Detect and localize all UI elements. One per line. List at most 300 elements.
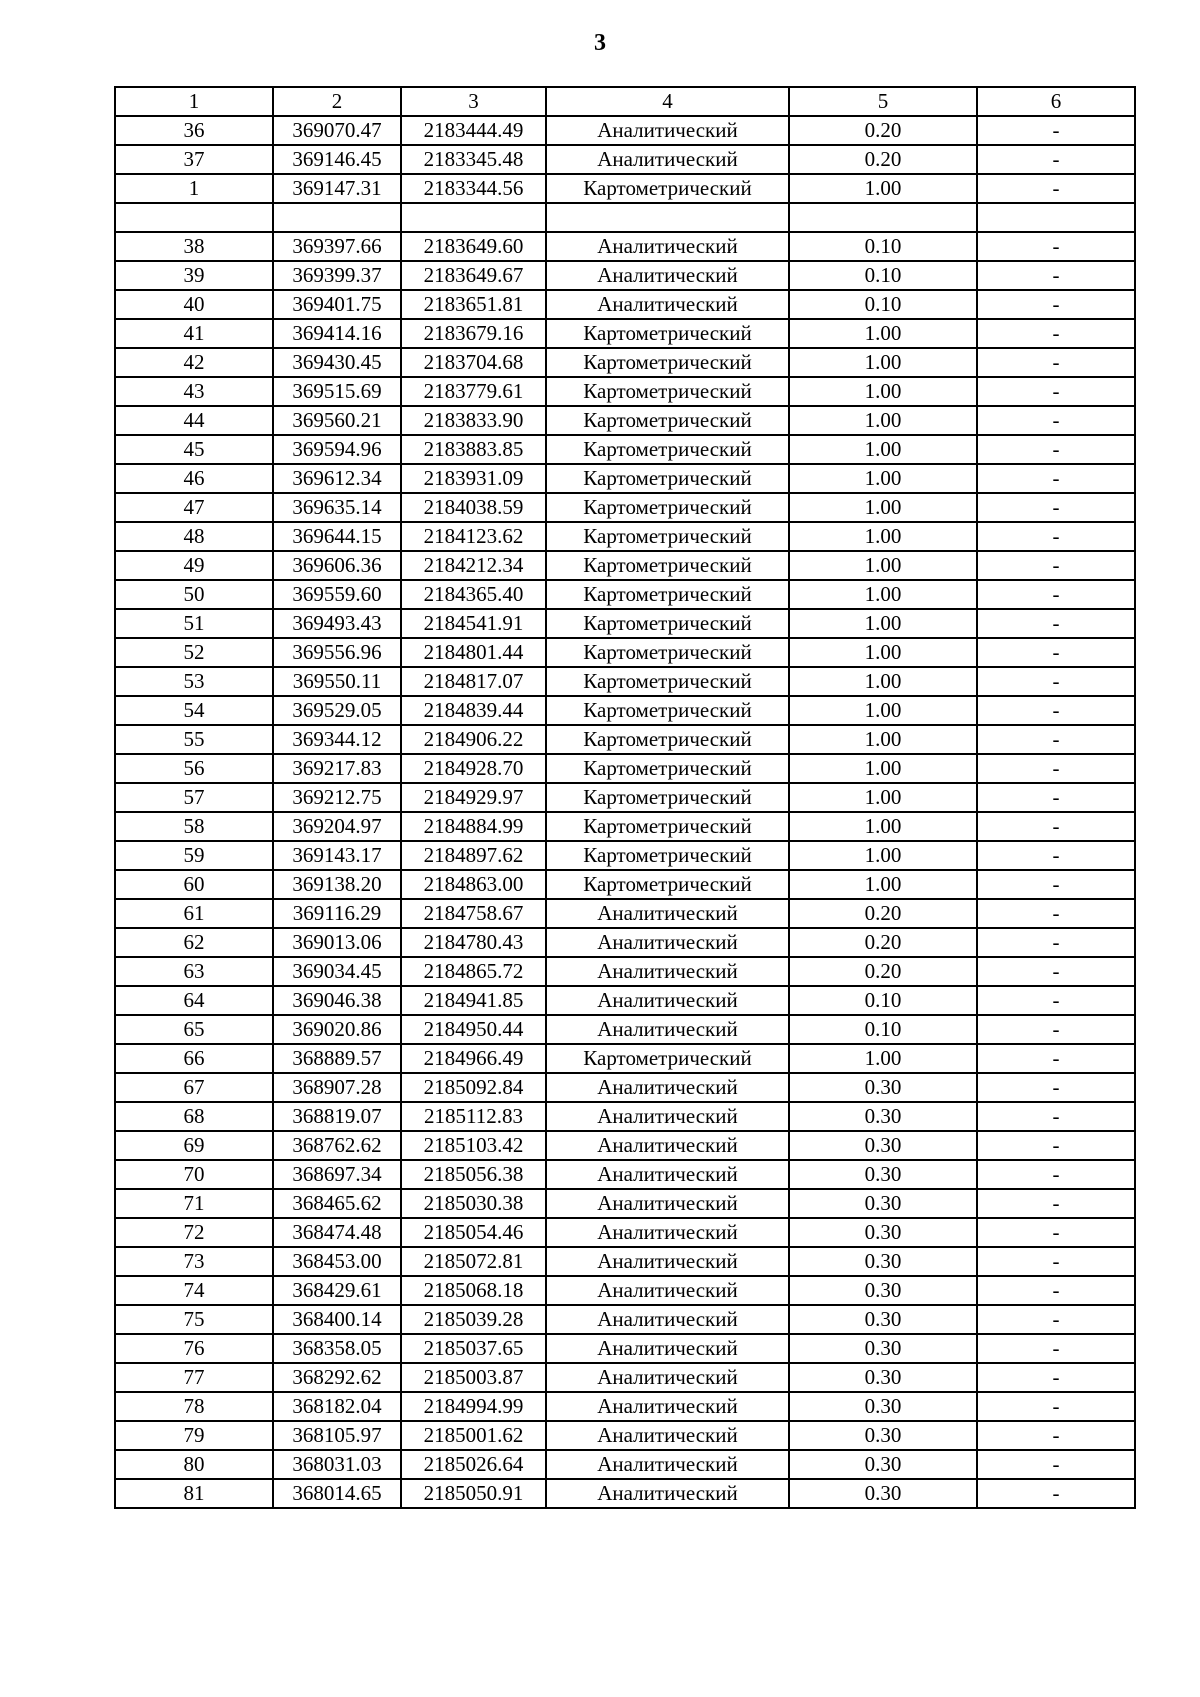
- note-cell: -: [977, 116, 1135, 145]
- x-coordinate-cell: 369493.43: [273, 609, 401, 638]
- note-cell: -: [977, 696, 1135, 725]
- note-cell: -: [977, 493, 1135, 522]
- accuracy-cell: 0.10: [789, 1015, 977, 1044]
- x-coordinate-cell: 369556.96: [273, 638, 401, 667]
- accuracy-cell: 1.00: [789, 174, 977, 203]
- method-cell: Аналитический: [546, 232, 789, 261]
- note-cell: -: [977, 1305, 1135, 1334]
- accuracy-cell: 1.00: [789, 406, 977, 435]
- accuracy-cell: 0.30: [789, 1073, 977, 1102]
- accuracy-cell: 1.00: [789, 812, 977, 841]
- y-coordinate-cell: 2183344.56: [401, 174, 546, 203]
- accuracy-cell: 0.30: [789, 1218, 977, 1247]
- table-row: [115, 1044, 1135, 1073]
- accuracy-cell: 0.30: [789, 1131, 977, 1160]
- x-coordinate-cell: 368105.97: [273, 1421, 401, 1450]
- header-cell: 2: [273, 87, 401, 116]
- point-number-cell: [115, 203, 273, 232]
- accuracy-cell: 0.30: [789, 1363, 977, 1392]
- point-number-cell: 70: [115, 1160, 273, 1189]
- x-coordinate-cell: 369559.60: [273, 580, 401, 609]
- table-row: [115, 1392, 1135, 1421]
- accuracy-cell: 1.00: [789, 638, 977, 667]
- x-coordinate-cell: 368031.03: [273, 1450, 401, 1479]
- method-cell: Аналитический: [546, 1160, 789, 1189]
- point-number-cell: 73: [115, 1247, 273, 1276]
- y-coordinate-cell: 2184950.44: [401, 1015, 546, 1044]
- table-row: [115, 580, 1135, 609]
- header-cell: 3: [401, 87, 546, 116]
- accuracy-cell: 0.20: [789, 928, 977, 957]
- table-row: [115, 1218, 1135, 1247]
- y-coordinate-cell: 2185103.42: [401, 1131, 546, 1160]
- table-row: [115, 406, 1135, 435]
- method-cell: Аналитический: [546, 261, 789, 290]
- table-row: [115, 1189, 1135, 1218]
- table-row: [115, 1450, 1135, 1479]
- method-cell: Картометрический: [546, 667, 789, 696]
- accuracy-cell: 0.30: [789, 1276, 977, 1305]
- table-body: [115, 87, 1135, 1508]
- method-cell: Картометрический: [546, 348, 789, 377]
- table-row: [115, 203, 1135, 232]
- note-cell: -: [977, 464, 1135, 493]
- method-cell: Аналитический: [546, 290, 789, 319]
- x-coordinate-cell: 368697.34: [273, 1160, 401, 1189]
- note-cell: -: [977, 145, 1135, 174]
- point-number-cell: 56: [115, 754, 273, 783]
- y-coordinate-cell: 2184863.00: [401, 870, 546, 899]
- y-coordinate-cell: 2185092.84: [401, 1073, 546, 1102]
- note-cell: -: [977, 638, 1135, 667]
- note-cell: -: [977, 957, 1135, 986]
- method-cell: Аналитический: [546, 1015, 789, 1044]
- note-cell: -: [977, 1334, 1135, 1363]
- point-number-cell: 71: [115, 1189, 273, 1218]
- table-row: [115, 986, 1135, 1015]
- method-cell: Аналитический: [546, 1218, 789, 1247]
- x-coordinate-cell: 368762.62: [273, 1131, 401, 1160]
- point-number-cell: 50: [115, 580, 273, 609]
- y-coordinate-cell: 2185056.38: [401, 1160, 546, 1189]
- x-coordinate-cell: 369515.69: [273, 377, 401, 406]
- x-coordinate-cell: 369529.05: [273, 696, 401, 725]
- x-coordinate-cell: 369344.12: [273, 725, 401, 754]
- x-coordinate-cell: 369020.86: [273, 1015, 401, 1044]
- header-cell: 6: [977, 87, 1135, 116]
- method-cell: Картометрический: [546, 725, 789, 754]
- point-number-cell: 1: [115, 174, 273, 203]
- x-coordinate-cell: 369612.34: [273, 464, 401, 493]
- accuracy-cell: 0.30: [789, 1392, 977, 1421]
- method-cell: Аналитический: [546, 1421, 789, 1450]
- point-number-cell: 45: [115, 435, 273, 464]
- note-cell: -: [977, 1276, 1135, 1305]
- y-coordinate-cell: 2183649.60: [401, 232, 546, 261]
- accuracy-cell: 0.30: [789, 1102, 977, 1131]
- table-row: [115, 1334, 1135, 1363]
- table-row: [115, 551, 1135, 580]
- method-cell: Аналитический: [546, 145, 789, 174]
- accuracy-cell: 0.20: [789, 145, 977, 174]
- table-row: [115, 232, 1135, 261]
- method-cell: Аналитический: [546, 116, 789, 145]
- point-number-cell: 39: [115, 261, 273, 290]
- point-number-cell: 55: [115, 725, 273, 754]
- note-cell: -: [977, 290, 1135, 319]
- table-row: [115, 957, 1135, 986]
- x-coordinate-cell: 369138.20: [273, 870, 401, 899]
- table-row: [115, 1421, 1135, 1450]
- method-cell: Аналитический: [546, 1276, 789, 1305]
- accuracy-cell: 1.00: [789, 580, 977, 609]
- point-number-cell: 80: [115, 1450, 273, 1479]
- note-cell: -: [977, 1421, 1135, 1450]
- note-cell: -: [977, 1218, 1135, 1247]
- note-cell: -: [977, 754, 1135, 783]
- table-row: [115, 841, 1135, 870]
- method-cell: Аналитический: [546, 1334, 789, 1363]
- table-row: [115, 638, 1135, 667]
- table-row: [115, 464, 1135, 493]
- x-coordinate-cell: 369013.06: [273, 928, 401, 957]
- accuracy-cell: 1.00: [789, 348, 977, 377]
- x-coordinate-cell: 368292.62: [273, 1363, 401, 1392]
- x-coordinate-cell: 369399.37: [273, 261, 401, 290]
- point-number-cell: 58: [115, 812, 273, 841]
- point-number-cell: 78: [115, 1392, 273, 1421]
- table-row: [115, 609, 1135, 638]
- method-cell: Картометрический: [546, 522, 789, 551]
- point-number-cell: 79: [115, 1421, 273, 1450]
- note-cell: -: [977, 1131, 1135, 1160]
- table-row: [115, 667, 1135, 696]
- header-cell: 1: [115, 87, 273, 116]
- method-cell: Аналитический: [546, 899, 789, 928]
- y-coordinate-cell: 2184928.70: [401, 754, 546, 783]
- method-cell: Аналитический: [546, 1189, 789, 1218]
- table-row: [115, 870, 1135, 899]
- x-coordinate-cell: 368014.65: [273, 1479, 401, 1508]
- y-coordinate-cell: 2185026.64: [401, 1450, 546, 1479]
- point-number-cell: 52: [115, 638, 273, 667]
- table-row: [115, 435, 1135, 464]
- point-number-cell: 47: [115, 493, 273, 522]
- x-coordinate-cell: 368182.04: [273, 1392, 401, 1421]
- method-cell: Аналитический: [546, 1073, 789, 1102]
- method-cell: [546, 203, 789, 232]
- point-number-cell: 51: [115, 609, 273, 638]
- table-row: [115, 1102, 1135, 1131]
- table-row: [115, 261, 1135, 290]
- x-coordinate-cell: 369147.31: [273, 174, 401, 203]
- method-cell: Картометрический: [546, 319, 789, 348]
- x-coordinate-cell: 369143.17: [273, 841, 401, 870]
- table-row: [115, 1479, 1135, 1508]
- point-number-cell: 67: [115, 1073, 273, 1102]
- table-row: [115, 1015, 1135, 1044]
- table-row: [115, 783, 1135, 812]
- y-coordinate-cell: 2185050.91: [401, 1479, 546, 1508]
- accuracy-cell: 1.00: [789, 493, 977, 522]
- method-cell: Картометрический: [546, 754, 789, 783]
- x-coordinate-cell: 369560.21: [273, 406, 401, 435]
- method-cell: Картометрический: [546, 493, 789, 522]
- table-row: [115, 1073, 1135, 1102]
- table-row: [115, 725, 1135, 754]
- accuracy-cell: 1.00: [789, 551, 977, 580]
- y-coordinate-cell: 2183931.09: [401, 464, 546, 493]
- accuracy-cell: 0.10: [789, 232, 977, 261]
- method-cell: Аналитический: [546, 1131, 789, 1160]
- accuracy-cell: 0.30: [789, 1189, 977, 1218]
- note-cell: -: [977, 870, 1135, 899]
- point-number-cell: 53: [115, 667, 273, 696]
- note-cell: -: [977, 435, 1135, 464]
- method-cell: Аналитический: [546, 1392, 789, 1421]
- y-coordinate-cell: 2183833.90: [401, 406, 546, 435]
- x-coordinate-cell: 369046.38: [273, 986, 401, 1015]
- point-number-cell: 63: [115, 957, 273, 986]
- note-cell: -: [977, 1247, 1135, 1276]
- accuracy-cell: 0.30: [789, 1421, 977, 1450]
- accuracy-cell: 0.10: [789, 290, 977, 319]
- note-cell: -: [977, 1479, 1135, 1508]
- accuracy-cell: 0.30: [789, 1247, 977, 1276]
- table-header-row: [115, 87, 1135, 116]
- method-cell: Аналитический: [546, 957, 789, 986]
- table-row: [115, 1131, 1135, 1160]
- accuracy-cell: 1.00: [789, 841, 977, 870]
- y-coordinate-cell: 2184758.67: [401, 899, 546, 928]
- method-cell: Картометрический: [546, 406, 789, 435]
- note-cell: -: [977, 551, 1135, 580]
- note-cell: -: [977, 1044, 1135, 1073]
- method-cell: Картометрический: [546, 464, 789, 493]
- point-number-cell: 59: [115, 841, 273, 870]
- accuracy-cell: 1.00: [789, 870, 977, 899]
- method-cell: Картометрический: [546, 638, 789, 667]
- note-cell: -: [977, 1160, 1135, 1189]
- method-cell: Картометрический: [546, 377, 789, 406]
- accuracy-cell: 1.00: [789, 667, 977, 696]
- note-cell: -: [977, 1102, 1135, 1131]
- y-coordinate-cell: 2185054.46: [401, 1218, 546, 1247]
- method-cell: Картометрический: [546, 435, 789, 464]
- point-number-cell: 43: [115, 377, 273, 406]
- note-cell: -: [977, 667, 1135, 696]
- method-cell: Картометрический: [546, 551, 789, 580]
- x-coordinate-cell: 368400.14: [273, 1305, 401, 1334]
- point-number-cell: 41: [115, 319, 273, 348]
- y-coordinate-cell: 2184365.40: [401, 580, 546, 609]
- accuracy-cell: 0.10: [789, 261, 977, 290]
- table-row: [115, 1363, 1135, 1392]
- note-cell: -: [977, 725, 1135, 754]
- x-coordinate-cell: 369550.11: [273, 667, 401, 696]
- y-coordinate-cell: 2185001.62: [401, 1421, 546, 1450]
- y-coordinate-cell: 2184541.91: [401, 609, 546, 638]
- y-coordinate-cell: 2183883.85: [401, 435, 546, 464]
- x-coordinate-cell: 369204.97: [273, 812, 401, 841]
- x-coordinate-cell: 369594.96: [273, 435, 401, 464]
- table-row: [115, 1276, 1135, 1305]
- point-number-cell: 44: [115, 406, 273, 435]
- accuracy-cell: 0.30: [789, 1479, 977, 1508]
- y-coordinate-cell: 2185072.81: [401, 1247, 546, 1276]
- method-cell: Картометрический: [546, 174, 789, 203]
- accuracy-cell: 1.00: [789, 464, 977, 493]
- note-cell: -: [977, 261, 1135, 290]
- accuracy-cell: 1.00: [789, 1044, 977, 1073]
- method-cell: Картометрический: [546, 870, 789, 899]
- method-cell: Аналитический: [546, 1305, 789, 1334]
- x-coordinate-cell: [273, 203, 401, 232]
- accuracy-cell: 0.10: [789, 986, 977, 1015]
- accuracy-cell: 0.30: [789, 1334, 977, 1363]
- note-cell: -: [977, 1189, 1135, 1218]
- method-cell: Картометрический: [546, 696, 789, 725]
- x-coordinate-cell: 369414.16: [273, 319, 401, 348]
- table-row: [115, 1160, 1135, 1189]
- accuracy-cell: 1.00: [789, 754, 977, 783]
- note-cell: -: [977, 928, 1135, 957]
- y-coordinate-cell: 2183779.61: [401, 377, 546, 406]
- x-coordinate-cell: 369644.15: [273, 522, 401, 551]
- point-number-cell: 69: [115, 1131, 273, 1160]
- y-coordinate-cell: 2184212.34: [401, 551, 546, 580]
- x-coordinate-cell: 369430.45: [273, 348, 401, 377]
- point-number-cell: 57: [115, 783, 273, 812]
- x-coordinate-cell: 369401.75: [273, 290, 401, 319]
- x-coordinate-cell: 368889.57: [273, 1044, 401, 1073]
- note-cell: -: [977, 783, 1135, 812]
- table-row: [115, 1305, 1135, 1334]
- method-cell: Картометрический: [546, 580, 789, 609]
- point-number-cell: 76: [115, 1334, 273, 1363]
- note-cell: -: [977, 580, 1135, 609]
- table-row: [115, 348, 1135, 377]
- x-coordinate-cell: 368429.61: [273, 1276, 401, 1305]
- point-number-cell: 64: [115, 986, 273, 1015]
- accuracy-cell: 0.30: [789, 1305, 977, 1334]
- method-cell: Картометрический: [546, 1044, 789, 1073]
- accuracy-cell: 1.00: [789, 522, 977, 551]
- point-number-cell: 68: [115, 1102, 273, 1131]
- note-cell: -: [977, 377, 1135, 406]
- method-cell: Аналитический: [546, 1479, 789, 1508]
- accuracy-cell: [789, 203, 977, 232]
- x-coordinate-cell: 369635.14: [273, 493, 401, 522]
- method-cell: Аналитический: [546, 1363, 789, 1392]
- x-coordinate-cell: 369116.29: [273, 899, 401, 928]
- method-cell: Аналитический: [546, 1247, 789, 1276]
- y-coordinate-cell: 2185037.65: [401, 1334, 546, 1363]
- accuracy-cell: 1.00: [789, 609, 977, 638]
- point-number-cell: 75: [115, 1305, 273, 1334]
- accuracy-cell: 1.00: [789, 725, 977, 754]
- method-cell: Картометрический: [546, 609, 789, 638]
- table-row: [115, 754, 1135, 783]
- y-coordinate-cell: 2184780.43: [401, 928, 546, 957]
- x-coordinate-cell: 369212.75: [273, 783, 401, 812]
- point-number-cell: 81: [115, 1479, 273, 1508]
- point-number-cell: 42: [115, 348, 273, 377]
- y-coordinate-cell: 2183345.48: [401, 145, 546, 174]
- y-coordinate-cell: [401, 203, 546, 232]
- page-number: 3: [594, 30, 606, 56]
- point-number-cell: 62: [115, 928, 273, 957]
- note-cell: -: [977, 812, 1135, 841]
- point-number-cell: 54: [115, 696, 273, 725]
- note-cell: -: [977, 841, 1135, 870]
- y-coordinate-cell: 2183649.67: [401, 261, 546, 290]
- note-cell: -: [977, 1015, 1135, 1044]
- x-coordinate-cell: 369070.47: [273, 116, 401, 145]
- note-cell: -: [977, 174, 1135, 203]
- accuracy-cell: 1.00: [789, 435, 977, 464]
- note-cell: -: [977, 1450, 1135, 1479]
- y-coordinate-cell: 2185003.87: [401, 1363, 546, 1392]
- y-coordinate-cell: 2185039.28: [401, 1305, 546, 1334]
- x-coordinate-cell: 369146.45: [273, 145, 401, 174]
- y-coordinate-cell: 2185068.18: [401, 1276, 546, 1305]
- note-cell: -: [977, 1392, 1135, 1421]
- accuracy-cell: 0.30: [789, 1450, 977, 1479]
- y-coordinate-cell: 2183704.68: [401, 348, 546, 377]
- y-coordinate-cell: 2184966.49: [401, 1044, 546, 1073]
- point-number-cell: 48: [115, 522, 273, 551]
- accuracy-cell: 1.00: [789, 696, 977, 725]
- table-row: [115, 174, 1135, 203]
- y-coordinate-cell: 2183679.16: [401, 319, 546, 348]
- coordinates-table: [114, 86, 1136, 1509]
- y-coordinate-cell: 2184865.72: [401, 957, 546, 986]
- point-number-cell: 77: [115, 1363, 273, 1392]
- accuracy-cell: 1.00: [789, 377, 977, 406]
- point-number-cell: 65: [115, 1015, 273, 1044]
- method-cell: Аналитический: [546, 1102, 789, 1131]
- table-row: [115, 493, 1135, 522]
- table-row: [115, 812, 1135, 841]
- table-row: [115, 928, 1135, 957]
- method-cell: Аналитический: [546, 986, 789, 1015]
- note-cell: -: [977, 406, 1135, 435]
- accuracy-cell: 0.20: [789, 957, 977, 986]
- y-coordinate-cell: 2184906.22: [401, 725, 546, 754]
- accuracy-cell: 0.20: [789, 899, 977, 928]
- note-cell: -: [977, 899, 1135, 928]
- x-coordinate-cell: 368358.05: [273, 1334, 401, 1363]
- y-coordinate-cell: 2183444.49: [401, 116, 546, 145]
- accuracy-cell: 0.20: [789, 116, 977, 145]
- table-row: [115, 290, 1135, 319]
- x-coordinate-cell: 369217.83: [273, 754, 401, 783]
- point-number-cell: 72: [115, 1218, 273, 1247]
- note-cell: [977, 203, 1135, 232]
- y-coordinate-cell: 2184801.44: [401, 638, 546, 667]
- note-cell: -: [977, 348, 1135, 377]
- point-number-cell: 36: [115, 116, 273, 145]
- table-row: [115, 319, 1135, 348]
- x-coordinate-cell: 369606.36: [273, 551, 401, 580]
- accuracy-cell: 0.30: [789, 1160, 977, 1189]
- method-cell: Картометрический: [546, 841, 789, 870]
- point-number-cell: 61: [115, 899, 273, 928]
- y-coordinate-cell: 2184839.44: [401, 696, 546, 725]
- note-cell: -: [977, 986, 1135, 1015]
- table-row: [115, 377, 1135, 406]
